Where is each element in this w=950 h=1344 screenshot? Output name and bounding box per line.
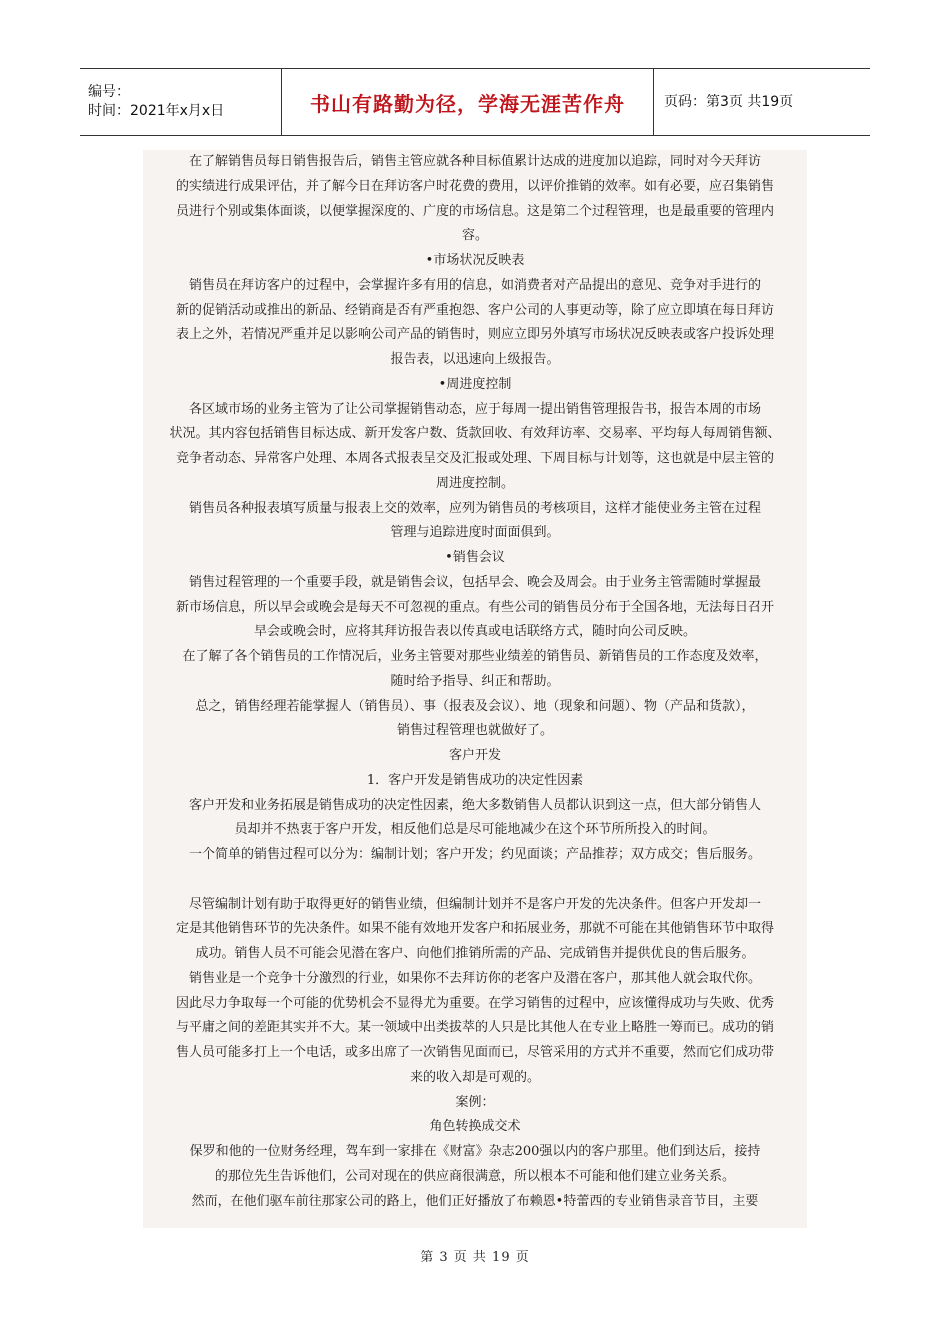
body-line: 定是其他销售环节的先决条件。如果不能有效地开发客户和拓展业务，那就不可能在其他销售环节中取得	[175, 921, 774, 937]
section-heading: •销售会议	[445, 550, 505, 565]
body-line: 管理与追踪进度时面面俱到。	[390, 525, 560, 541]
body-line: 的那位先生告诉他们，公司对现在的供应商很满意，所以根本不可能和他们建立业务关系。	[214, 1168, 735, 1184]
body-line: 在了解了各个销售员的工作情况后，业务主管要对那些业绩差的销售员、新销售员的工作态度及效率，	[182, 649, 768, 664]
body-line: 与平庸之间的差距其实并不大。某一领域中出类拔萃的人只是比其他人在专业上略胜一筹而已。成功的销	[175, 1020, 774, 1036]
header-page-number: 页码：第3页 共19页	[664, 93, 794, 110]
body-line: 竞争者动态、异常客户处理、本周各式报表呈交及汇报或处理、下周目标与计划等，这也就是中层主管的	[175, 451, 774, 466]
body-line: 一个简单的销售过程可以分为：编制计划；客户开发；约见面谈；产品推荐；双方成交；售后服务。	[188, 847, 761, 862]
body-line: 因此尽力争取每一个可能的优势机会不显得尤为重要。在学习销售的过程中，应该懂得成功与失败、优秀	[175, 995, 774, 1011]
body-line: 销售业是一个竞争十分激烈的行业，如果你不去拜访你的老客户及潜在客户，那其他人就会取代你。	[188, 970, 761, 986]
document-number-label: 编号：	[88, 84, 130, 100]
body-line: 随时给予指导、纠正和帮助。	[390, 673, 560, 689]
document-date-label: 时间：2021年x月x日	[88, 103, 225, 119]
body-line: 报告表，以迅速向上级报告。	[390, 352, 560, 367]
body-line: 员进行个别或集体面谈，以便掌握深度的、广度的市场信息。这是第二个过程管理，也是最重要的管理内	[175, 203, 774, 219]
body-line: 销售过程管理也就做好了。	[396, 723, 553, 739]
body-line: 在了解销售员每日销售报告后，销售主管应就各种目标值累计达成的进度加以追踪，同时对今天拜访	[188, 154, 761, 169]
body-line: 售人员可能多打上一个电话，或多出席了一次销售见面而已，尽管采用的方式并不重要，然而它们成功带	[175, 1045, 774, 1060]
body-line: 的实绩进行成果评估，并了解今日在拜访客户时花费的费用，以评价推销的效率。如有必要，应召集销售	[175, 178, 774, 194]
body-line: 状况。其内容包括销售目标达成、新开发客户数、货款回收、有效拜访率、交易率、平均每人每周销售额、	[169, 426, 781, 442]
body-line: 成功。销售人员不可能会见潜在客户、向他们推销所需的产品、完成销售并提供优良的售后服务。	[195, 946, 755, 961]
body-line: 客户开发和业务拓展是销售成功的决定性因素，绝大多数销售人员都认识到这一点，但大部分销售人	[188, 797, 761, 813]
body-line: 容。	[461, 228, 488, 244]
blank-line	[143, 868, 807, 893]
body-line: 新的促销活动或推出的新品、经销商是否有严重抱怨、客户公司的人事更动等，除了应立即填在每日拜访	[175, 302, 774, 318]
body-line: 销售过程管理的一个重要手段，就是销售会议，包括早会、晚会及周会。由于业务主管需随时掌握最	[188, 574, 761, 590]
body-line: 然而，在他们驱车前往那家公司的路上，他们正好播放了布赖恩•特蕾西的专业销售录音节目，主要	[191, 1193, 759, 1209]
header-page-cell	[654, 69, 870, 135]
body-line: 总之，销售经理若能掌握人（销售员）、事（报表及会议）、地（现象和问题）、物（产品和货款），	[195, 698, 755, 714]
body-line: 表上之外，若情况严重并足以影响公司产品的销售时，则应立即另外填写市场状况反映表或客户投诉处理	[175, 327, 774, 343]
body-line: 销售员各种报表填写质量与报表上交的效率，应列为销售员的考核项目，这样才能使业务主管在过程	[188, 500, 761, 516]
body-line: 保罗和他的一位财务经理，驾车到一家排在《财富》杂志200强以内的客户那里。他们到达后，接持	[189, 1144, 761, 1159]
header-left-cell	[80, 69, 282, 135]
section-heading: •周进度控制	[438, 376, 512, 392]
body-line: 来的收入却是可观的。	[409, 1069, 540, 1085]
header-motto-cell	[282, 69, 654, 135]
body-line: 早会或晚会时，应将其拜访报告表以传真或电话联络方式，随时向公司反映。	[253, 624, 696, 640]
page-footer: 第 3 页 共 19 页	[420, 1250, 530, 1265]
document-body	[143, 150, 807, 1228]
section-subheading: 1．客户开发是销售成功的决定性因素	[366, 772, 584, 788]
section-subheading: 角色转换成交术	[429, 1119, 521, 1135]
body-line: 销售员在拜访客户的过程中，会掌握许多有用的信息，如消费者对产品提出的意见、竞争对手进行的	[188, 277, 761, 293]
body-line: 新市场信息，所以早会或晚会是每天不可忽视的重点。有些公司的销售员分布于全国各地，无法每日召开	[175, 599, 774, 615]
body-line: 尽管编制计划有助于取得更好的销售业绩，但编制计划并不是客户开发的先决条件。但客户开发却一	[188, 896, 761, 912]
body-line: 周进度控制。	[435, 475, 514, 491]
body-line: 各区域市场的业务主管为了让公司掌握销售动态，应于每周一提出销售管理报告书，报告本周的市场	[188, 401, 761, 417]
section-heading: 客户开发	[448, 748, 501, 763]
body-line: 员却并不热衷于客户开发，相反他们总是尽可能地减少在这个环节所所投入的时间。	[234, 822, 716, 838]
section-heading: 案例：	[455, 1094, 495, 1110]
section-heading: •市场状况反映表	[425, 253, 525, 268]
header-motto: 书山有路勤为径，学海无涯苦作舟	[310, 91, 625, 116]
page-header	[80, 68, 870, 136]
